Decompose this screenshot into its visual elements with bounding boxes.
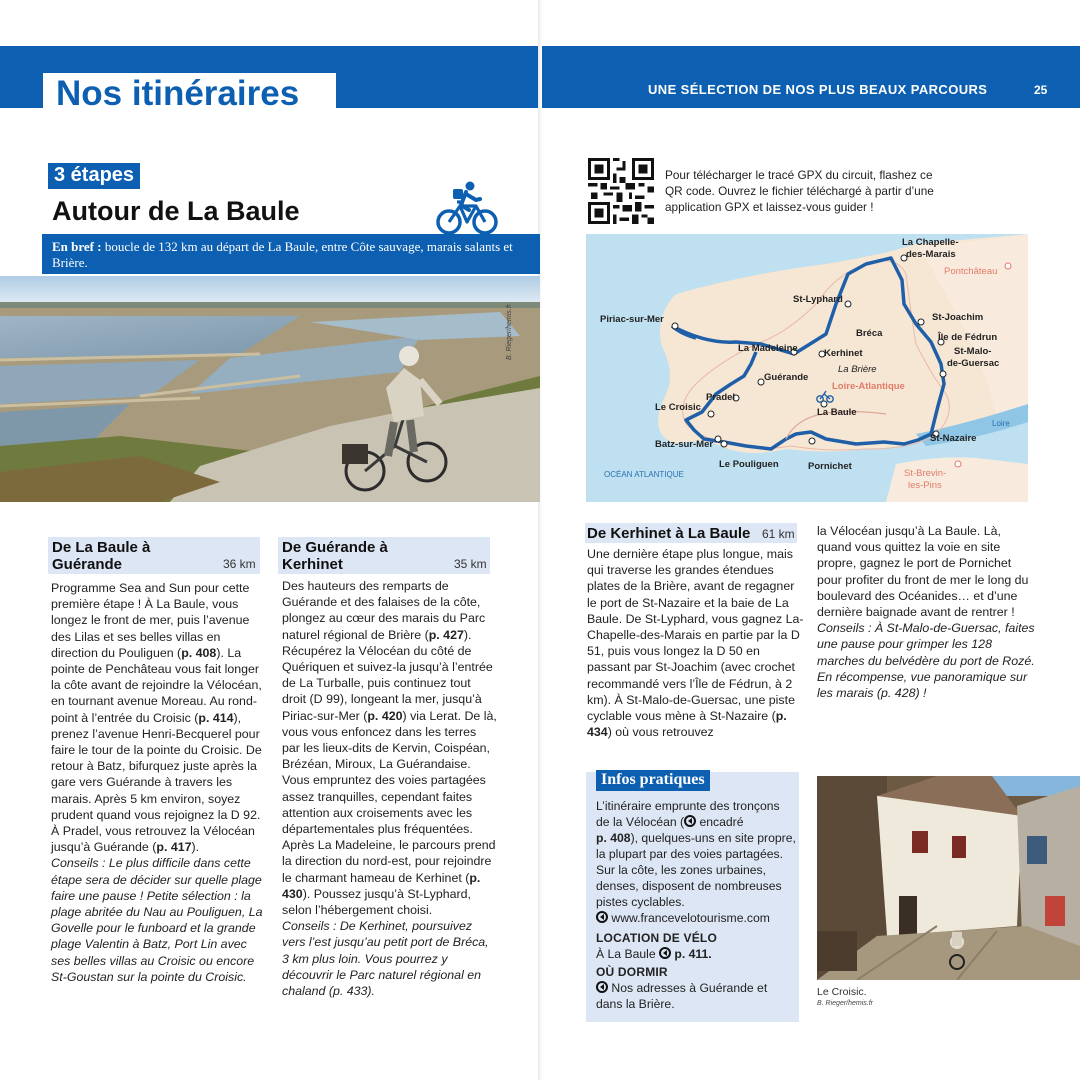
stage2-distance: 35 km: [454, 557, 487, 571]
route-map: [586, 234, 1028, 502]
sleep-text: Nos adresses à Guérande et dans la Brière.: [596, 981, 768, 1011]
page-ref: p. 408: [181, 645, 217, 660]
stage2-text-b: ). Récupérez la Vélocéan du côté de Quériquen et suivez-la jusqu’à l’entrée de La Turballe, puis continuez tout droit (D 99), longeant la mer, jusqu’à Piriac-sur-Mer (: [282, 627, 493, 723]
stages-badge: 3 étapes: [48, 163, 140, 189]
stage3-distance: 61 km: [762, 527, 795, 541]
map-label: St-Lyphard: [793, 294, 843, 305]
le-croisic-photo: [817, 776, 1080, 980]
brief-text: [52, 239, 522, 271]
page-ref: p. 427: [428, 627, 464, 642]
stage2-title: De Guérande à Kerhinet: [282, 539, 388, 573]
map-label: Piriac-sur-Mer: [600, 314, 664, 325]
map-label: La Madeleine: [738, 343, 798, 354]
section-title: Nos itinéraires: [56, 74, 300, 113]
location-text: À La Baule: [596, 947, 660, 961]
web-link-icon: [596, 911, 608, 923]
map-label: La Chapelle-: [902, 237, 959, 248]
map-label: St-Malo-: [954, 346, 992, 357]
map-label: Bréca: [856, 328, 883, 339]
map-label: La Brière: [838, 364, 877, 375]
page-ref: p. 434: [587, 709, 787, 740]
qr-code: [588, 158, 654, 224]
route-title: Autour de La Baule: [52, 196, 300, 226]
stage3-text-c: la Vélocéan jusqu’à La Baule. Là, quand vous quittez la voie en site propre, gagnez le port de Pornichet pour profiter du front de mer le long du boulevard des Océanides… et d’une dernière baignade avant de rentrer !: [817, 524, 1029, 620]
page-ref: p. 430: [282, 870, 481, 901]
arrow-ref-icon: [596, 981, 608, 993]
map-label: Pradel: [706, 392, 736, 403]
bicycle-icon: [436, 180, 498, 236]
header-band-right: [540, 46, 1080, 108]
map-label: Guérande: [764, 372, 809, 383]
map-label: St-Nazaire: [930, 433, 977, 444]
stage1-advice: Conseils : Le plus difficile dans cette étape sera de décider sur quelle plage faire une pause ! Petite sélection : la plage abritée du Nau au Pouliguen, La Govelle pour le funboard et la grande plage Valentin à Batz, Port Lin avec ses belles villas au Croisic ou encore St-Goustan sur la pointe du Croisic.: [51, 856, 263, 984]
map-label: Île de Fédrun: [938, 332, 998, 343]
stage1-title: De La Baule à Guérande: [52, 539, 151, 573]
header-subtitle: UNE SÉLECTION DE NOS PLUS BEAUX PARCOURS: [648, 82, 988, 97]
map-label: Loire: [992, 419, 1010, 428]
infos-text: [596, 798, 796, 1012]
map-label: Pontchâteau: [944, 266, 998, 277]
map-label: Pornichet: [808, 461, 852, 472]
stage2-text: [282, 578, 497, 999]
stage1-text-b: ). La pointe de Penchâteau vous fait longer la côte avant de rejoindre la Vélocéan, en tournant avenue Moreau. Au rond-point à l’entrée du Croisic (: [51, 645, 262, 725]
map-label: Le Croisic: [655, 402, 701, 413]
arrow-ref-icon: [659, 947, 671, 959]
page-gutter: [538, 0, 542, 1080]
infos-label: Infos pratiques: [596, 770, 710, 791]
stage1-distance: 36 km: [223, 557, 256, 571]
page-ref: p. 417: [156, 840, 192, 855]
map-label: Le Pouliguen: [719, 459, 779, 470]
stage3-text: [587, 546, 805, 740]
map-label: Kerhinet: [824, 348, 863, 359]
photo-credit: B. Rieger/hemis.fr: [817, 1000, 874, 1007]
stage2-advice: Conseils : De Kerhinet, poursuivez vers l’est jusqu’au petit port de Bréca, 3 km plus loin. Vous pourrez y découvrir le Parc naturel régional en chaland (p. 433).: [282, 919, 489, 999]
page-ref: p. 408: [596, 831, 631, 845]
page-ref: p. 420: [367, 708, 403, 723]
website-link[interactable]: www.francevelotourisme.com: [608, 911, 770, 925]
infos-text-a: L’itinéraire emprunte des tronçons de la Vélocéan (: [596, 799, 780, 829]
stage1-text-d: ).: [191, 840, 200, 855]
arrow-ref-icon: [684, 815, 696, 827]
sleep-heading: OÙ DORMIR: [596, 965, 668, 979]
photo-caption: Le Croisic.: [817, 986, 867, 998]
stage1-text: [51, 580, 266, 985]
map-label: St-Joachim: [932, 312, 984, 323]
map-label: St-Brevin-: [904, 468, 947, 479]
map-label: La Baule: [817, 407, 857, 418]
location-heading: LOCATION DE VÉLO: [596, 931, 717, 945]
stage1-text-a: Programme Sea and Sun pour cette première étape ! À La Baule, vous longez le front de mer, puis l’avenue des Lilas et ses belles villas en direction du Pouliguen (: [51, 581, 250, 660]
brief-content: boucle de 132 km au départ de La Baule, entre Côte sauvage, marais salants et Brière.: [52, 239, 513, 270]
stage2-text-d: ). Poussez jusqu’à St-Lyphard, selon l’hébergement choisi.: [282, 886, 471, 918]
stage3-text-a: Une dernière étape plus longue, mais qui traverse les grandes étendues plates de la Brière, avant de regagner le port de St-Nazaire et la baie de La Baule. De St-Lyphard, vous gagnez La-Chapelle-des-Marais en partie par la D 51, puis vous longez la D 50 en passant par St-Joachim (avec crochet recommandé vers l’Île de Fédrun, à 2 km). À St-Malo-de-Guersac, une piste cyclable vous mène à St-Nazaire (: [587, 547, 804, 724]
photo-credit: B. Rieger/hemis.fr: [506, 303, 513, 360]
map-label: des-Marais: [906, 249, 956, 260]
map-label: de-Guersac: [947, 358, 1000, 369]
stage2-text-a: Des hauteurs des remparts de Guérande et des falaises de la côte, plongez au cœur des marais du Parc naturel régional de Brière (: [282, 579, 486, 642]
infos-text-b: ), quelques-uns en site propre, la plupart par des voies partagées. Sur la côte, les zones urbaines, denses, disposent de nombreuses pistes cyclables.: [596, 831, 796, 909]
qr-instructions: Pour télécharger le tracé GPX du circuit, flashez ce QR code. Ouvrez le fichier téléchargé à partir d’une application GPX et laissez-vous guider !: [665, 168, 934, 214]
map-label: les-Pins: [908, 480, 942, 491]
infos-encadre: encadré: [696, 815, 744, 829]
brief-label: En bref :: [52, 239, 102, 254]
page-number: 25: [1034, 83, 1048, 97]
salt-marsh-photo: [0, 276, 540, 502]
stage1-text-c: ), prenez l’avenue Henri-Becquerel pour faire le tour de la pointe du Croisic. De retour à Batz, bifurquez juste après la gare vers Guérande à travers les marais. Après 5 km environ, soyez prudent quand vous rejoignez la D 92. À Pradel, vous retrouvez la Vélocéan jusqu’à Guérande (: [51, 710, 262, 855]
page-ref: p. 411.: [671, 947, 712, 961]
stage3-advice: Conseils : À St-Malo-de-Guersac, faites une pause pour grimper les 128 marches du belvédère du port de Rozé. En récompense, vue panoramique sur les marais (p. 428) !: [817, 621, 1035, 701]
map-label: Loire-Atlantique: [832, 381, 905, 392]
stage2-text-c: ) via Lerat. De là, vous vous enfoncez dans les terres par les lieux-dits de Kervin, Coispéan, Brézéan, Miroux, La Guérandaise. Vous empruntez des voies partagées assez tranquilles, cependant faites attention aux croisements avec les départementales plus fréquentées. Après La Madeleine, le parcours prend la direction du nord-est, pour rejoindre le charmant hameau de Kerhinet (: [282, 708, 497, 885]
page-ref: p. 414: [198, 710, 234, 725]
map-label: OCÉAN ATLANTIQUE: [604, 470, 684, 479]
stage3-title: De Kerhinet à La Baule: [587, 525, 751, 542]
map-label: Batz-sur-Mer: [655, 439, 714, 450]
stage3-text-continued: [817, 523, 1037, 701]
stage3-text-b: ) où vous retrouvez: [607, 725, 714, 740]
